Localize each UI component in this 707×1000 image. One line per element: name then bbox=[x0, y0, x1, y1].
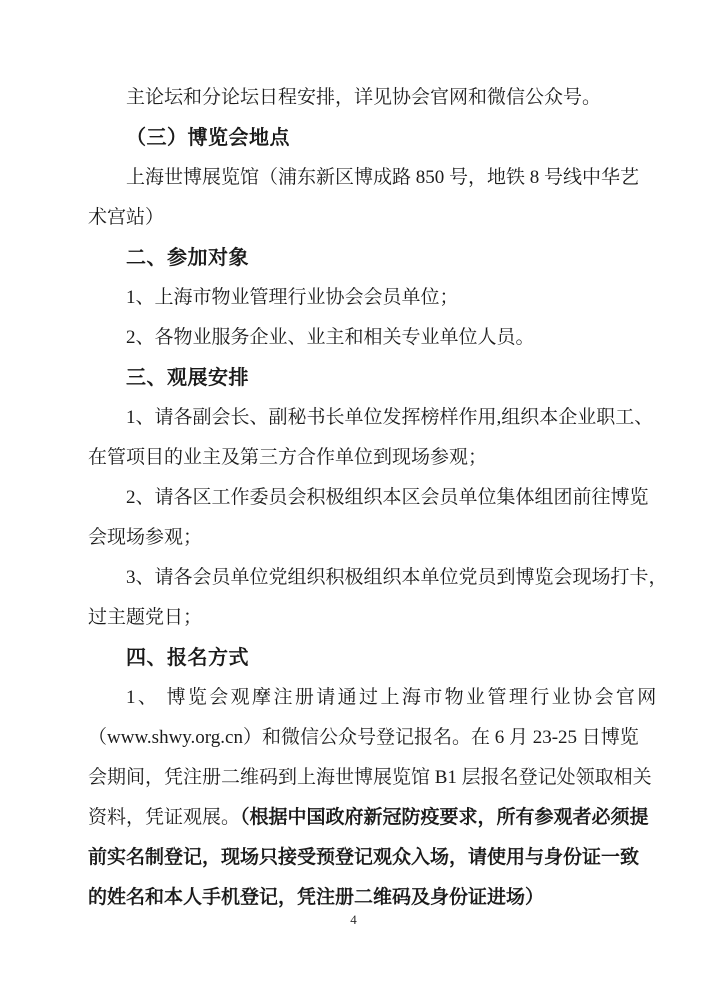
body-text: 资料，凭证观展。 bbox=[88, 807, 241, 828]
document-line bbox=[88, 318, 622, 358]
document-line bbox=[88, 678, 659, 718]
document-line bbox=[88, 398, 654, 438]
section-heading-text: 三、观展安排 bbox=[126, 367, 249, 389]
body-text: 会期间，凭注册二维码到上海世博展览馆 B1 层报名登记处领取相关 bbox=[88, 767, 652, 788]
body-text: 的姓名和本人手机登记，凭注册二维码及身份证进场） bbox=[88, 887, 545, 908]
document-line bbox=[88, 198, 622, 238]
document-line bbox=[88, 118, 622, 158]
body-text: 主论坛和分论坛日程安排，详见协会官网和微信公众号。 bbox=[126, 87, 602, 108]
body-text: 2、请各区工作委员会积极组织本区会员单位集体组团前往博览 bbox=[126, 487, 649, 508]
document-line bbox=[88, 358, 622, 398]
body-text: 2、各物业服务企业、业主和相关专业单位人员。 bbox=[126, 327, 535, 348]
body-text: 上海世博展览馆（浦东新区博成路 850 号，地铁 8 号线中华艺 bbox=[126, 167, 640, 188]
body-text: （根据中国政府新冠防疫要求，所有参观者必须提 bbox=[240, 807, 649, 828]
body-text: 1、上海市物业管理行业协会会员单位； bbox=[126, 287, 459, 308]
document-line bbox=[88, 238, 622, 278]
document-line bbox=[88, 638, 622, 678]
body-text: 术宫站） bbox=[88, 207, 165, 228]
body-text: 在管项目的业主及第三方合作单位到现场参观； bbox=[88, 447, 488, 468]
body-text: 会现场参观； bbox=[88, 527, 203, 548]
document-line bbox=[88, 478, 649, 518]
document-line bbox=[88, 78, 622, 118]
document-line bbox=[88, 598, 622, 638]
document-line bbox=[88, 518, 622, 558]
body-text: 1、请各副会长、副秘书长单位发挥榜样作用,组织本企业职工、 bbox=[126, 407, 654, 428]
document-line bbox=[88, 558, 668, 598]
body-text: 过主题党日； bbox=[88, 607, 203, 628]
body-text: 1、 博览会观摩注册请通过上海市物业管理行业协会官网 bbox=[126, 687, 659, 708]
page-number: 4 bbox=[350, 912, 357, 927]
document-body bbox=[88, 78, 668, 918]
body-text: 3、请各会员单位党组织积极组织本单位党员到博览会现场打卡， bbox=[126, 567, 668, 588]
document-line bbox=[88, 758, 652, 798]
document-line bbox=[88, 158, 640, 198]
body-text: 前实名制登记，现场只接受预登记观众入场，请使用与身份证一致 bbox=[88, 847, 640, 868]
document-line bbox=[88, 718, 639, 758]
document-line bbox=[88, 838, 640, 878]
document-line bbox=[88, 438, 622, 478]
section-heading-text: 四、报名方式 bbox=[126, 647, 249, 669]
section-heading-text: （三）博览会地点 bbox=[126, 127, 290, 149]
document-line bbox=[88, 798, 649, 838]
document-line bbox=[88, 278, 622, 318]
body-text: （www.shwy.org.cn）和微信公众号登记报名。在 6 月 23-25 日博览 bbox=[88, 727, 639, 748]
section-heading-text: 二、参加对象 bbox=[126, 247, 249, 269]
